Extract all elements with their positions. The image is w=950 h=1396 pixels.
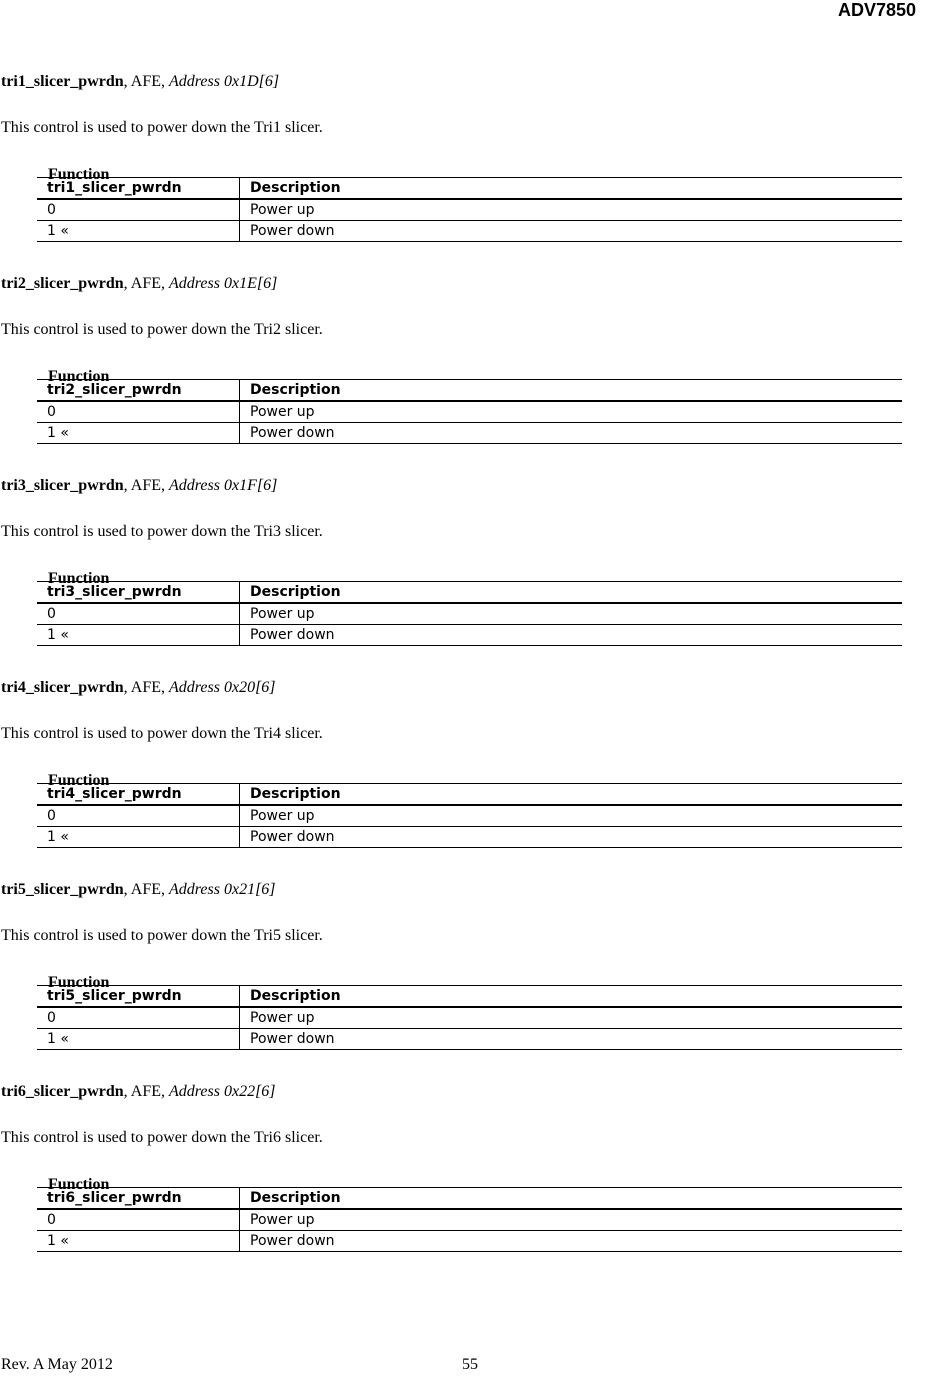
register-name: tri5_slicer_pwrdn xyxy=(1,881,124,898)
function-label: Function xyxy=(48,570,110,587)
document-part-number: ADV7850 xyxy=(837,0,916,20)
table-row xyxy=(37,805,902,827)
register-name: tri4_slicer_pwrdn xyxy=(1,679,124,696)
table-header-row xyxy=(37,986,902,1008)
register-address: Address 0x1E[6] xyxy=(169,275,278,292)
setting-description: Power up xyxy=(240,603,903,625)
setting-description: Power up xyxy=(240,1209,903,1231)
register-address: Address 0x20[6] xyxy=(169,679,276,696)
table-row xyxy=(37,603,902,625)
register-address: Address 0x21[6] xyxy=(169,881,276,898)
table-row xyxy=(37,1029,902,1050)
register-description: This control is used to power down the Tri4 slicer. xyxy=(1,725,323,742)
setting-value: 1 « xyxy=(37,423,240,444)
register-heading xyxy=(1,679,276,697)
column-header-setting: tri1_slicer_pwrdn xyxy=(37,178,240,200)
register-name: tri1_slicer_pwrdn xyxy=(1,73,124,90)
table-row xyxy=(37,1209,902,1231)
setting-description: Power down xyxy=(240,1231,903,1252)
setting-value: 0 xyxy=(37,401,240,423)
function-table xyxy=(37,581,902,646)
register-block: , AFE, xyxy=(123,679,169,696)
register-name: tri2_slicer_pwrdn xyxy=(1,275,124,292)
setting-value: 1 « xyxy=(37,1029,240,1050)
register-address: Address 0x22[6] xyxy=(169,1083,276,1100)
function-table xyxy=(37,177,902,242)
setting-value: 1 « xyxy=(37,625,240,646)
register-section-tri3 xyxy=(0,477,950,679)
table-header-row xyxy=(37,582,902,604)
register-address: Address 0x1D[6] xyxy=(169,73,280,90)
table-row xyxy=(37,423,902,444)
register-description: This control is used to power down the Tri3 slicer. xyxy=(1,523,323,540)
register-heading xyxy=(1,275,277,293)
table-row xyxy=(37,1231,902,1252)
column-header-description: Description xyxy=(240,582,903,604)
register-description: This control is used to power down the Tri5 slicer. xyxy=(1,927,323,944)
function-label: Function xyxy=(48,166,110,183)
table-header-row xyxy=(37,178,902,200)
setting-description: Power down xyxy=(240,625,903,646)
setting-value: 1 « xyxy=(37,827,240,848)
table-header-row xyxy=(37,1188,902,1210)
register-section-tri5 xyxy=(0,881,950,1083)
table-row xyxy=(37,221,902,242)
column-header-setting: tri2_slicer_pwrdn xyxy=(37,380,240,402)
register-section-tri1 xyxy=(0,73,950,275)
column-header-setting: tri5_slicer_pwrdn xyxy=(37,986,240,1008)
register-description: This control is used to power down the Tri2 slicer. xyxy=(1,321,323,338)
register-heading xyxy=(1,881,276,899)
register-description: This control is used to power down the Tri6 slicer. xyxy=(1,1129,323,1146)
register-block: , AFE, xyxy=(123,1083,169,1100)
function-label: Function xyxy=(48,368,110,385)
register-description: This control is used to power down the Tri1 slicer. xyxy=(1,119,323,136)
column-header-description: Description xyxy=(240,380,903,402)
register-address: Address 0x1F[6] xyxy=(169,477,278,494)
footer-page-number: 55 xyxy=(462,1356,478,1373)
register-heading xyxy=(1,73,279,91)
function-table xyxy=(37,379,902,444)
setting-description: Power down xyxy=(240,827,903,848)
setting-value: 1 « xyxy=(37,221,240,242)
setting-description: Power down xyxy=(240,1029,903,1050)
table-row xyxy=(37,1007,902,1029)
function-label: Function xyxy=(48,1176,110,1193)
register-heading xyxy=(1,1083,276,1101)
register-name: tri6_slicer_pwrdn xyxy=(1,1083,124,1100)
setting-description: Power up xyxy=(240,199,903,221)
register-heading xyxy=(1,477,277,495)
setting-value: 1 « xyxy=(37,1231,240,1252)
setting-value: 0 xyxy=(37,1007,240,1029)
column-header-setting: tri6_slicer_pwrdn xyxy=(37,1188,240,1210)
column-header-setting: tri4_slicer_pwrdn xyxy=(37,784,240,806)
column-header-description: Description xyxy=(240,178,903,200)
setting-value: 0 xyxy=(37,1209,240,1231)
column-header-description: Description xyxy=(240,986,903,1008)
setting-value: 0 xyxy=(37,199,240,221)
register-section-tri6 xyxy=(0,1083,950,1285)
column-header-setting: tri3_slicer_pwrdn xyxy=(37,582,240,604)
function-label: Function xyxy=(48,974,110,991)
function-table xyxy=(37,783,902,848)
table-row xyxy=(37,625,902,646)
register-section-tri2 xyxy=(0,275,950,477)
function-table xyxy=(37,1187,902,1252)
table-row xyxy=(37,401,902,423)
setting-description: Power down xyxy=(240,423,903,444)
setting-description: Power down xyxy=(240,221,903,242)
table-row xyxy=(37,199,902,221)
column-header-description: Description xyxy=(240,784,903,806)
register-block: , AFE, xyxy=(123,275,169,292)
function-label: Function xyxy=(48,772,110,789)
register-block: , AFE, xyxy=(123,73,169,90)
register-block: , AFE, xyxy=(123,477,169,494)
column-header-description: Description xyxy=(240,1188,903,1210)
table-row xyxy=(37,827,902,848)
function-table xyxy=(37,985,902,1050)
setting-description: Power up xyxy=(240,401,903,423)
table-header-row xyxy=(37,380,902,402)
setting-value: 0 xyxy=(37,603,240,625)
register-name: tri3_slicer_pwrdn xyxy=(1,477,124,494)
setting-description: Power up xyxy=(240,1007,903,1029)
setting-value: 0 xyxy=(37,805,240,827)
table-header-row xyxy=(37,784,902,806)
register-section-tri4 xyxy=(0,679,950,881)
register-block: , AFE, xyxy=(123,881,169,898)
setting-description: Power up xyxy=(240,805,903,827)
footer-revision: Rev. A May 2012 xyxy=(1,1356,113,1373)
